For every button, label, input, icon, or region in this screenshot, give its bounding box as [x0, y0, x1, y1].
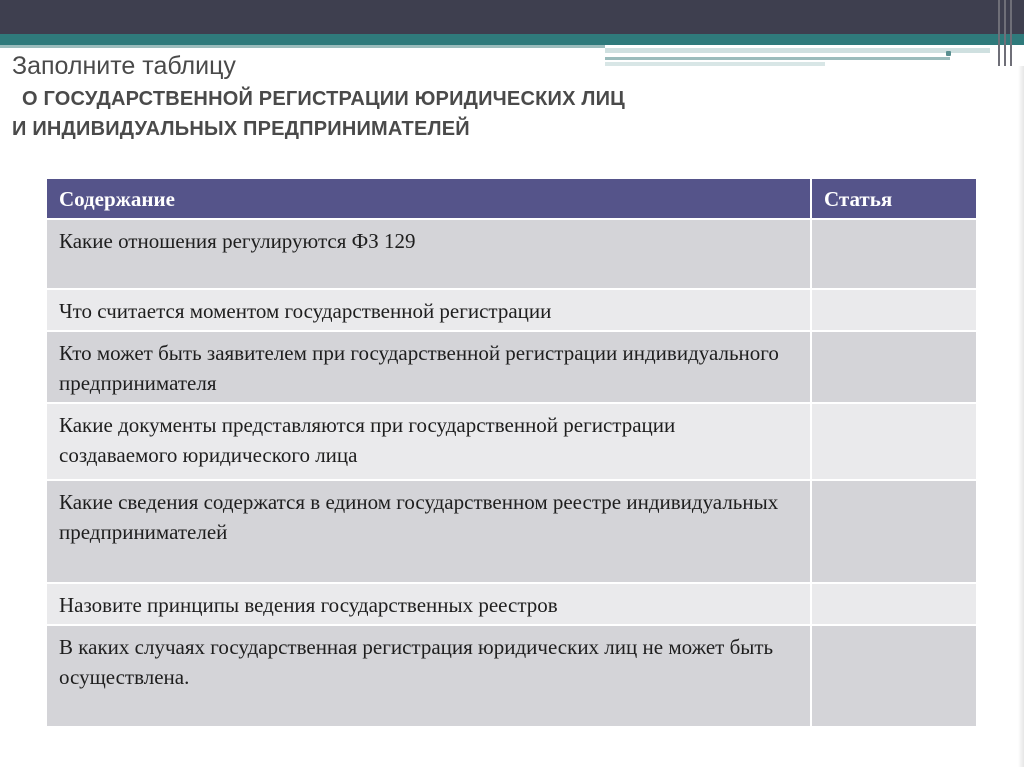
decor-line — [605, 57, 950, 60]
decor-strip — [1004, 0, 1006, 66]
table-row — [46, 480, 977, 583]
slide-title: Заполните таблицу — [12, 52, 236, 80]
decor-line — [605, 48, 990, 53]
content-cell: Какие документы представляются при государственной регистрации создаваемого юридического лица — [46, 403, 811, 480]
article-cell[interactable] — [811, 219, 977, 289]
decor-dot — [946, 51, 951, 56]
article-cell[interactable] — [811, 289, 977, 331]
article-cell[interactable] — [811, 480, 977, 583]
registration-table — [45, 177, 978, 728]
article-cell[interactable] — [811, 625, 977, 727]
top-dark-band — [0, 0, 1024, 34]
decor-strip — [998, 0, 1000, 66]
slide-subtitle-line1: О ГОСУДАРСТВЕННОЙ РЕГИСТРАЦИИ ЮРИДИЧЕСКИХ ЛИЦ — [22, 88, 625, 110]
table-row — [46, 331, 977, 403]
page-edge-shadow — [1018, 66, 1024, 767]
article-cell[interactable] — [811, 331, 977, 403]
content-cell: Назовите принципы ведения государственных реестров — [46, 583, 811, 625]
top-accent-line — [0, 45, 605, 48]
content-cell: Какие отношения регулируются ФЗ 129 — [46, 219, 811, 289]
decor-line — [605, 62, 825, 66]
table-header-row — [46, 178, 977, 219]
table-row — [46, 625, 977, 727]
article-cell[interactable] — [811, 583, 977, 625]
table-row — [46, 289, 977, 331]
header-article: Статья — [811, 178, 977, 219]
decor-strip — [1010, 0, 1012, 66]
top-teal-band — [0, 34, 1024, 45]
article-cell[interactable] — [811, 403, 977, 480]
table-row — [46, 219, 977, 289]
table-row — [46, 403, 977, 480]
table-row — [46, 583, 977, 625]
content-cell: В каких случаях государственная регистрация юридических лиц не может быть осуществлена. — [46, 625, 811, 727]
slide-subtitle-line2: И ИНДИВИДУАЛЬНЫХ ПРЕДПРИНИМАТЕЛЕЙ — [12, 118, 470, 140]
header-content: Содержание — [46, 178, 811, 219]
content-cell: Что считается моментом государственной регистрации — [46, 289, 811, 331]
content-cell: Какие сведения содержатся в едином государственном реестре индивидуальных предпринимателей — [46, 480, 811, 583]
content-cell: Кто может быть заявителем при государственной регистрации индивидуального предпринимателя — [46, 331, 811, 403]
